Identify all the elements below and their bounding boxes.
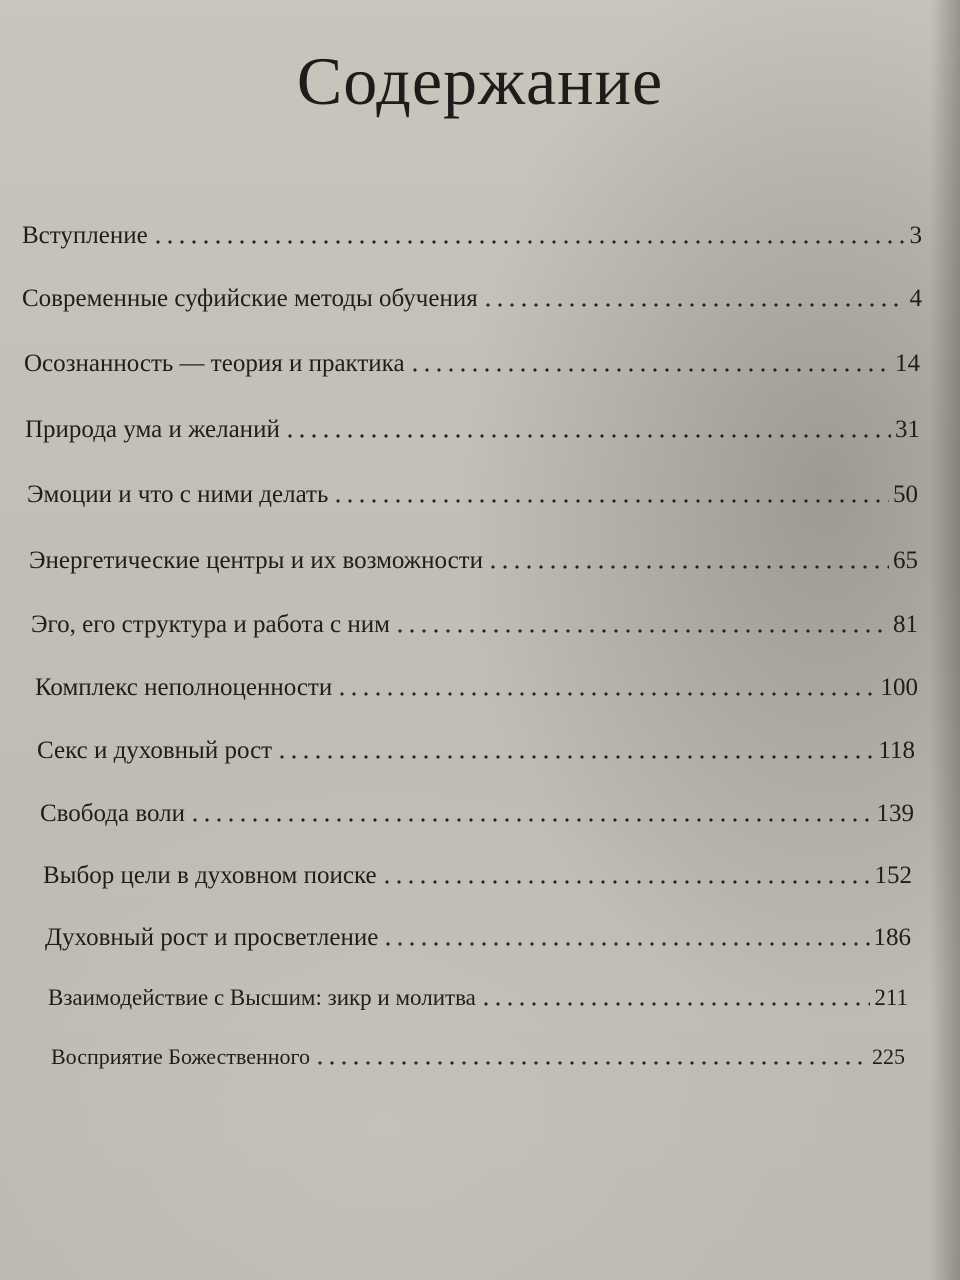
- toc-entry-page: 186: [873, 924, 911, 951]
- toc-dot-leader: [332, 499, 889, 503]
- page-title: Содержание: [296, 43, 664, 119]
- toc-entry-title: Современные суфийские методы обучения: [22, 285, 478, 312]
- toc-entry: [45, 924, 911, 952]
- toc-entry-page: 65: [893, 547, 918, 574]
- toc-entry-page: 100: [880, 674, 918, 701]
- toc-entry-page: 139: [876, 800, 914, 827]
- toc-dot-leader: [276, 755, 874, 759]
- toc-entry-title: Эго, его структура и работа с ним: [31, 611, 390, 638]
- toc-entry: [51, 1044, 905, 1070]
- toc-entry-page: 31: [895, 416, 920, 443]
- toc-entry: [27, 481, 918, 509]
- toc-entry-title: Выбор цели в духовном поиске: [43, 862, 377, 889]
- toc-entry: [22, 222, 922, 250]
- toc-entry: [31, 611, 918, 639]
- toc-entry-page: 152: [874, 862, 912, 889]
- toc-entry-title: Природа ума и желаний: [25, 416, 280, 443]
- toc-dot-leader: [152, 240, 906, 244]
- toc-dot-leader: [480, 1002, 870, 1006]
- toc-entry-title: Комплекс неполноценности: [35, 674, 333, 701]
- toc-dot-leader: [314, 1061, 868, 1065]
- toc-dot-leader: [394, 629, 889, 633]
- toc-dot-leader: [382, 942, 869, 946]
- toc-entry: [24, 350, 920, 378]
- toc-entry-title: Энергетические центры и их возможности: [29, 547, 483, 574]
- toc-dot-leader: [381, 880, 871, 884]
- toc-entry-title: Осознанность — теория и практика: [24, 350, 405, 377]
- toc-entry: [29, 547, 918, 575]
- toc-dot-leader: [189, 818, 872, 822]
- toc-dot-leader: [409, 368, 891, 372]
- toc-entry-title: Эмоции и что с ними делать: [27, 481, 329, 508]
- toc-entry-page: 50: [893, 481, 918, 508]
- toc-entry-page: 81: [893, 611, 918, 638]
- toc-entry-title: Восприятие Божественного: [51, 1044, 311, 1069]
- toc-entry-title: Взаимодействие с Высшим: зикр и молитва: [48, 985, 476, 1010]
- toc-entry-title: Вступление: [22, 222, 148, 249]
- toc-dot-leader: [482, 303, 906, 307]
- toc-dot-leader: [487, 565, 889, 569]
- toc-entry: [35, 674, 918, 702]
- toc-dot-leader: [284, 434, 891, 438]
- toc-entry: [22, 285, 922, 313]
- toc-entry-title: Секс и духовный рост: [37, 737, 273, 764]
- toc-entry-page: 14: [895, 350, 920, 377]
- toc-entry: [25, 416, 920, 444]
- toc-entry-title: Духовный рост и просветление: [45, 924, 379, 951]
- toc-entry-page: 225: [872, 1044, 905, 1069]
- toc-dot-leader: [336, 692, 876, 696]
- toc-entry-page: 3: [909, 222, 922, 249]
- toc-entry: [37, 737, 915, 765]
- toc-entry: [40, 800, 914, 828]
- toc-entry: [43, 862, 912, 890]
- toc-entry-page: 4: [909, 285, 922, 312]
- toc-entry-page: 118: [878, 737, 915, 764]
- toc-entry-page: 211: [874, 985, 908, 1010]
- toc-entry-title: Свобода воли: [40, 800, 186, 827]
- toc-entry: [48, 985, 908, 1011]
